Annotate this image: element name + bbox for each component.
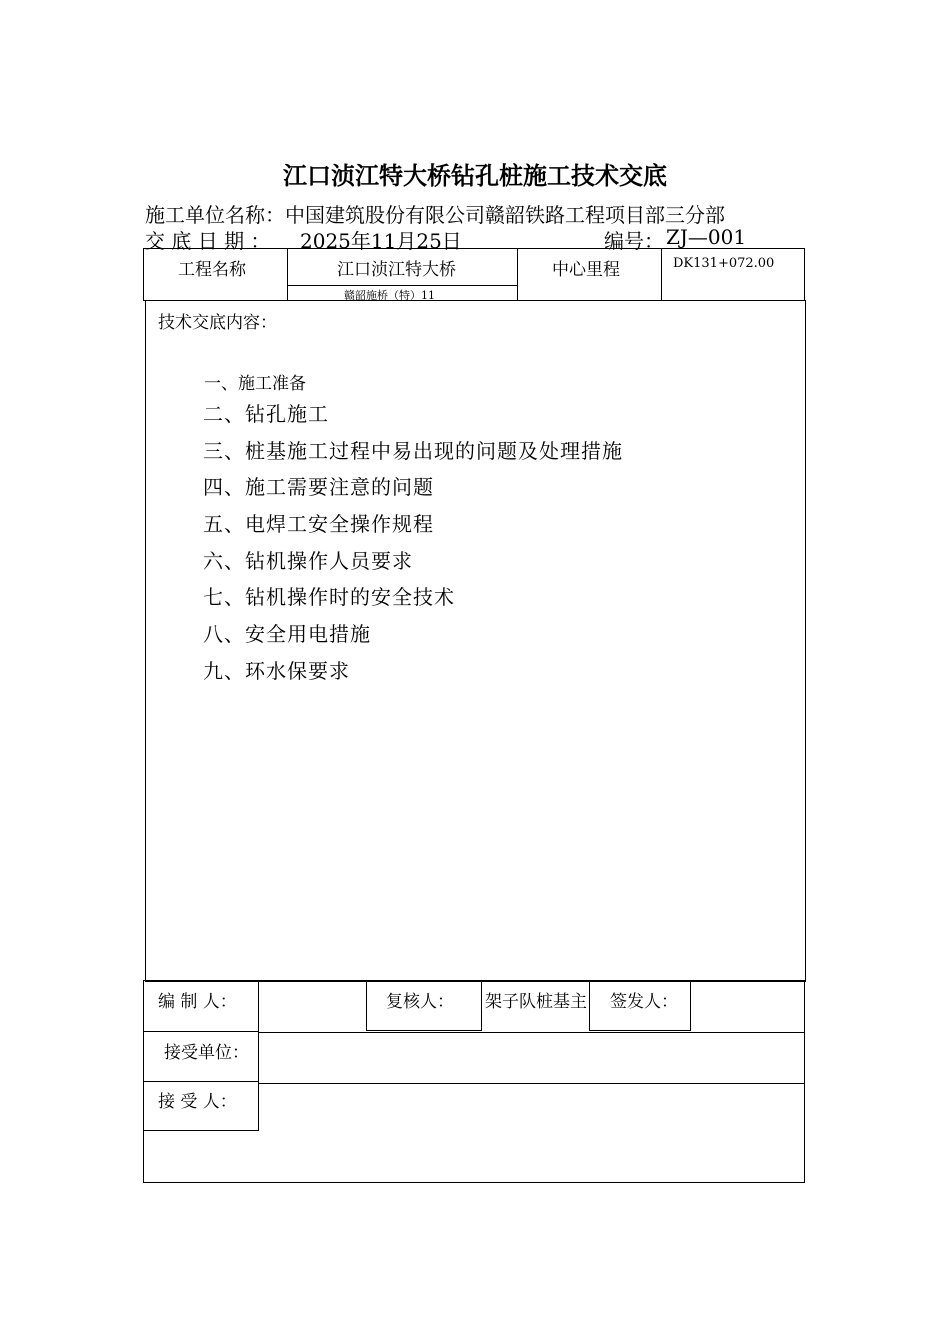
list-item: 二、钻孔施工 — [203, 402, 329, 426]
list-item: 四、施工需要注意的问题 — [203, 475, 434, 499]
construction-unit-line: 施工单位名称：中国建筑股份有限公司赣韶铁路工程项目部三分部 — [145, 203, 725, 227]
content-label: 技术交底内容： — [158, 313, 277, 333]
mileage-value: DK131+072.00 — [673, 256, 775, 271]
mileage-label: 中心里程 — [552, 260, 620, 280]
date-label: 交 底 日 期 ： — [145, 229, 271, 253]
issuer-label: 签发人： — [610, 992, 678, 1012]
list-item: 七、钻机操作时的安全技术 — [203, 585, 455, 609]
receiving-unit-value-cell — [258, 1032, 805, 1084]
project-name-value: 江口浈江特大桥 — [337, 260, 456, 280]
receiver-label: 接 受 人： — [158, 1092, 237, 1112]
list-item: 三、桩基施工过程中易出现的问题及处理措施 — [203, 439, 623, 463]
project-sub-value: 赣韶施桥（特）11 — [344, 289, 435, 302]
page-title: 江口浈江特大桥钻孔桩施工技术交底 — [283, 161, 667, 190]
reviewer-value: 架子队桩基主 — [485, 992, 587, 1012]
number-label: 编号： — [604, 229, 664, 253]
list-item: 九、环水保要求 — [203, 659, 350, 683]
project-name-label: 工程名称 — [178, 260, 246, 280]
list-item: 六、钻机操作人员要求 — [203, 549, 413, 573]
reviewer-label: 复核人： — [386, 992, 454, 1012]
list-item: 八、安全用电措施 — [203, 622, 371, 646]
receiving-unit-label: 接受单位： — [164, 1043, 249, 1063]
compiler-label: 编 制 人： — [158, 992, 237, 1012]
list-item: 一、施工准备 — [204, 374, 306, 394]
list-item: 五、电焊工安全操作规程 — [203, 512, 434, 536]
number-value: ZJ—001 — [666, 225, 747, 249]
date-value: 2025年11月25日 — [300, 229, 462, 253]
